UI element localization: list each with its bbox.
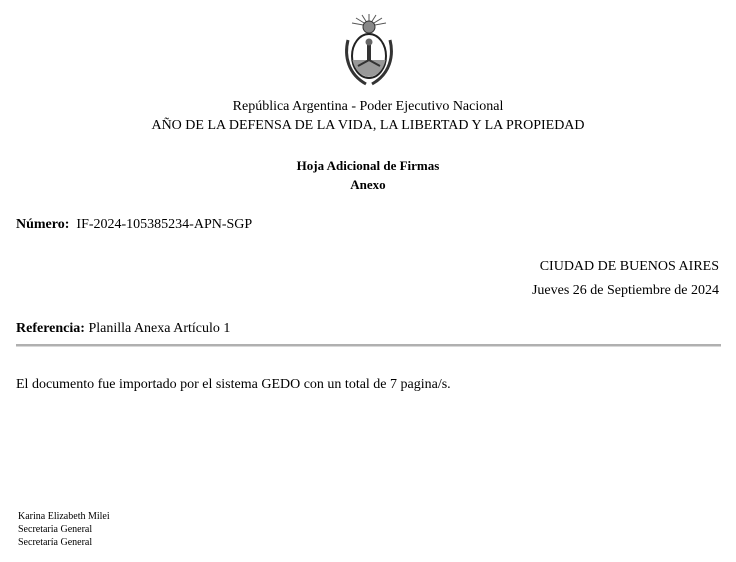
divider-rule (16, 344, 721, 347)
coat-of-arms-seal (340, 12, 398, 88)
signer-office: Secretaría General (18, 537, 93, 548)
referencia-row (16, 320, 230, 338)
body-text: El documento fue importado por el sistema GEDO con un total de 7 pagina/s. (16, 377, 451, 392)
numero-value: IF-2024-105385234-APN-SGP (76, 217, 253, 232)
numero-row (16, 216, 252, 234)
document-subtitle: Anexo (350, 177, 386, 192)
header-year-motto: AÑO DE LA DEFENSA DE LA VIDA, LA LIBERTAD Y LA PROPIEDAD (151, 118, 585, 133)
referencia-value: Planilla Anexa Artículo 1 (88, 321, 231, 336)
document-title: Hoja Adicional de Firmas (296, 158, 440, 173)
date-text: Jueves 26 de Septiembre de 2024 (531, 283, 719, 298)
city-text: CIUDAD DE BUENOS AIRES (539, 259, 719, 274)
numero-label: Número: (16, 217, 70, 232)
signer-role: Secretaria General (18, 524, 93, 535)
signer-name: Karina Elizabeth Milei (18, 511, 110, 522)
header-government: República Argentina - Poder Ejecutivo Nacional (232, 99, 504, 114)
referencia-label: Referencia: (16, 321, 85, 336)
